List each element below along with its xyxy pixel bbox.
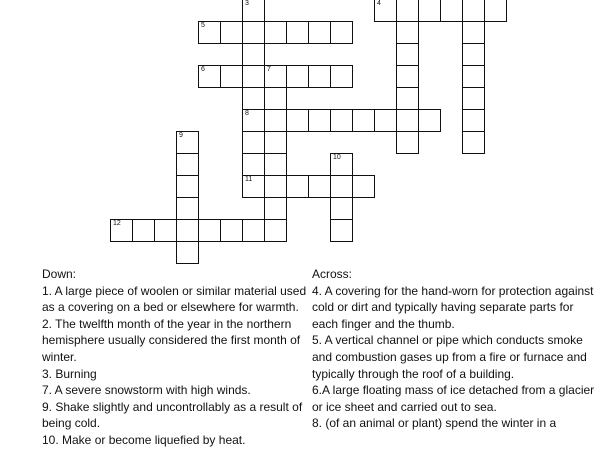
grid-cell[interactable] bbox=[352, 109, 375, 132]
grid-cell[interactable] bbox=[220, 21, 243, 44]
grid-cell[interactable] bbox=[176, 175, 199, 198]
grid-cell[interactable] bbox=[264, 65, 287, 88]
grid-cell[interactable] bbox=[286, 21, 309, 44]
grid-cell[interactable] bbox=[154, 219, 177, 242]
clue-number: 9 bbox=[179, 132, 183, 139]
grid-cell[interactable] bbox=[176, 197, 199, 220]
grid-cell[interactable] bbox=[462, 21, 485, 44]
grid-cell[interactable] bbox=[264, 153, 287, 176]
grid-cell[interactable] bbox=[330, 65, 353, 88]
grid-cell[interactable] bbox=[132, 219, 155, 242]
across-clue-5: 5. A vertical channel or pipe which conducts smoke and combustion gases up from a fire or furnace and typically through the roof of a building. bbox=[312, 333, 587, 381]
down-heading: Down: bbox=[42, 267, 77, 281]
clue-number: 5 bbox=[201, 22, 205, 29]
across-clue-8: 8. (of an animal or plant) spend the winter in a bbox=[312, 416, 557, 431]
across-clue-6: 6.A large floating mass of ice detached from a glacier or ice sheet and carried out to sea. bbox=[312, 383, 595, 414]
grid-cell[interactable] bbox=[396, 109, 419, 132]
clue-number: 3 bbox=[245, 0, 249, 7]
grid-cell[interactable] bbox=[220, 65, 243, 88]
grid-cell[interactable] bbox=[264, 131, 287, 154]
grid-cell[interactable] bbox=[418, 0, 441, 22]
grid-cell[interactable] bbox=[462, 65, 485, 88]
grid-cell[interactable] bbox=[264, 109, 287, 132]
grid-cell[interactable] bbox=[286, 65, 309, 88]
down-clue-9: 9. Shake slightly and uncontrollably as a result of being cold. bbox=[42, 399, 303, 431]
grid-cell[interactable] bbox=[110, 219, 133, 242]
clue-number: 4 bbox=[377, 0, 381, 7]
clue-number: 12 bbox=[113, 220, 121, 227]
down-clue-10: 10. Make or become liquefied by heat. bbox=[42, 432, 246, 447]
grid-cell[interactable] bbox=[462, 109, 485, 132]
grid-cell[interactable] bbox=[264, 87, 287, 110]
grid-cell[interactable] bbox=[242, 131, 265, 154]
grid-cell[interactable] bbox=[264, 219, 287, 242]
grid-cell[interactable] bbox=[220, 219, 243, 242]
grid-cell[interactable] bbox=[242, 65, 265, 88]
grid-cell[interactable] bbox=[286, 175, 309, 198]
grid-cell[interactable] bbox=[176, 153, 199, 176]
grid-cell[interactable] bbox=[242, 0, 265, 22]
grid-cell[interactable] bbox=[308, 21, 331, 44]
grid-cell[interactable] bbox=[374, 109, 397, 132]
grid-cell[interactable] bbox=[308, 109, 331, 132]
grid-cell[interactable] bbox=[242, 175, 265, 198]
grid-cell[interactable] bbox=[198, 65, 221, 88]
grid-cell[interactable] bbox=[396, 43, 419, 66]
down-clues bbox=[42, 266, 312, 449]
down-clue-7: 7. A severe snowstorm with high winds. bbox=[42, 383, 251, 398]
down-clue-2: 2. The twelfth month of the year in the northern hemisphere usually considered the first month of winter. bbox=[42, 316, 301, 364]
grid-cell[interactable] bbox=[176, 219, 199, 242]
grid-cell[interactable] bbox=[264, 21, 287, 44]
clue-number: 11 bbox=[245, 176, 253, 183]
grid-cell[interactable] bbox=[418, 109, 441, 132]
grid-cell[interactable] bbox=[330, 219, 353, 242]
grid-cell[interactable] bbox=[440, 0, 463, 22]
grid-cell[interactable] bbox=[330, 197, 353, 220]
across-clues bbox=[312, 266, 602, 432]
grid-cell[interactable] bbox=[264, 197, 287, 220]
grid-cell[interactable] bbox=[286, 109, 309, 132]
grid-cell[interactable] bbox=[484, 0, 507, 22]
grid-cell[interactable] bbox=[396, 131, 419, 154]
clue-number: 7 bbox=[267, 66, 271, 73]
down-clue-3: 3. Burning bbox=[42, 366, 97, 381]
grid-cell[interactable] bbox=[462, 87, 485, 110]
grid-cell[interactable] bbox=[374, 0, 397, 22]
grid-cell[interactable] bbox=[330, 21, 353, 44]
grid-cell[interactable] bbox=[242, 21, 265, 44]
grid-cell[interactable] bbox=[264, 175, 287, 198]
grid-cell[interactable] bbox=[242, 153, 265, 176]
grid-cell[interactable] bbox=[242, 43, 265, 66]
grid-cell[interactable] bbox=[396, 65, 419, 88]
grid-cell[interactable] bbox=[396, 0, 419, 22]
grid-cell[interactable] bbox=[462, 43, 485, 66]
grid-cell[interactable] bbox=[242, 219, 265, 242]
grid-cell[interactable] bbox=[308, 175, 331, 198]
grid-cell[interactable] bbox=[308, 65, 331, 88]
grid-cell[interactable] bbox=[198, 21, 221, 44]
grid-cell[interactable] bbox=[396, 21, 419, 44]
grid-cell[interactable] bbox=[462, 131, 485, 154]
grid-cell[interactable] bbox=[198, 219, 221, 242]
grid-cell[interactable] bbox=[242, 109, 265, 132]
grid-cell[interactable] bbox=[396, 87, 419, 110]
down-clue-1: 1. A large piece of woolen or similar material used as a covering on a bed or elsewhere for warmth. bbox=[42, 283, 307, 315]
clue-number: 6 bbox=[201, 66, 205, 73]
grid-cell[interactable] bbox=[330, 153, 353, 176]
grid-cell[interactable] bbox=[176, 131, 199, 154]
across-clue-4: 4. A covering for the hand-worn for protection against cold or dirt and typically having separate parts for each finger and the thumb. bbox=[312, 283, 594, 331]
grid-cell[interactable] bbox=[330, 109, 353, 132]
grid-cell[interactable] bbox=[176, 241, 199, 264]
clue-number: 10 bbox=[333, 154, 341, 161]
grid-cell[interactable] bbox=[352, 175, 375, 198]
grid-cell[interactable] bbox=[330, 175, 353, 198]
clue-number: 8 bbox=[245, 110, 249, 117]
across-heading: Across: bbox=[312, 267, 353, 281]
grid-cell[interactable] bbox=[242, 87, 265, 110]
grid-cell[interactable] bbox=[462, 0, 485, 22]
